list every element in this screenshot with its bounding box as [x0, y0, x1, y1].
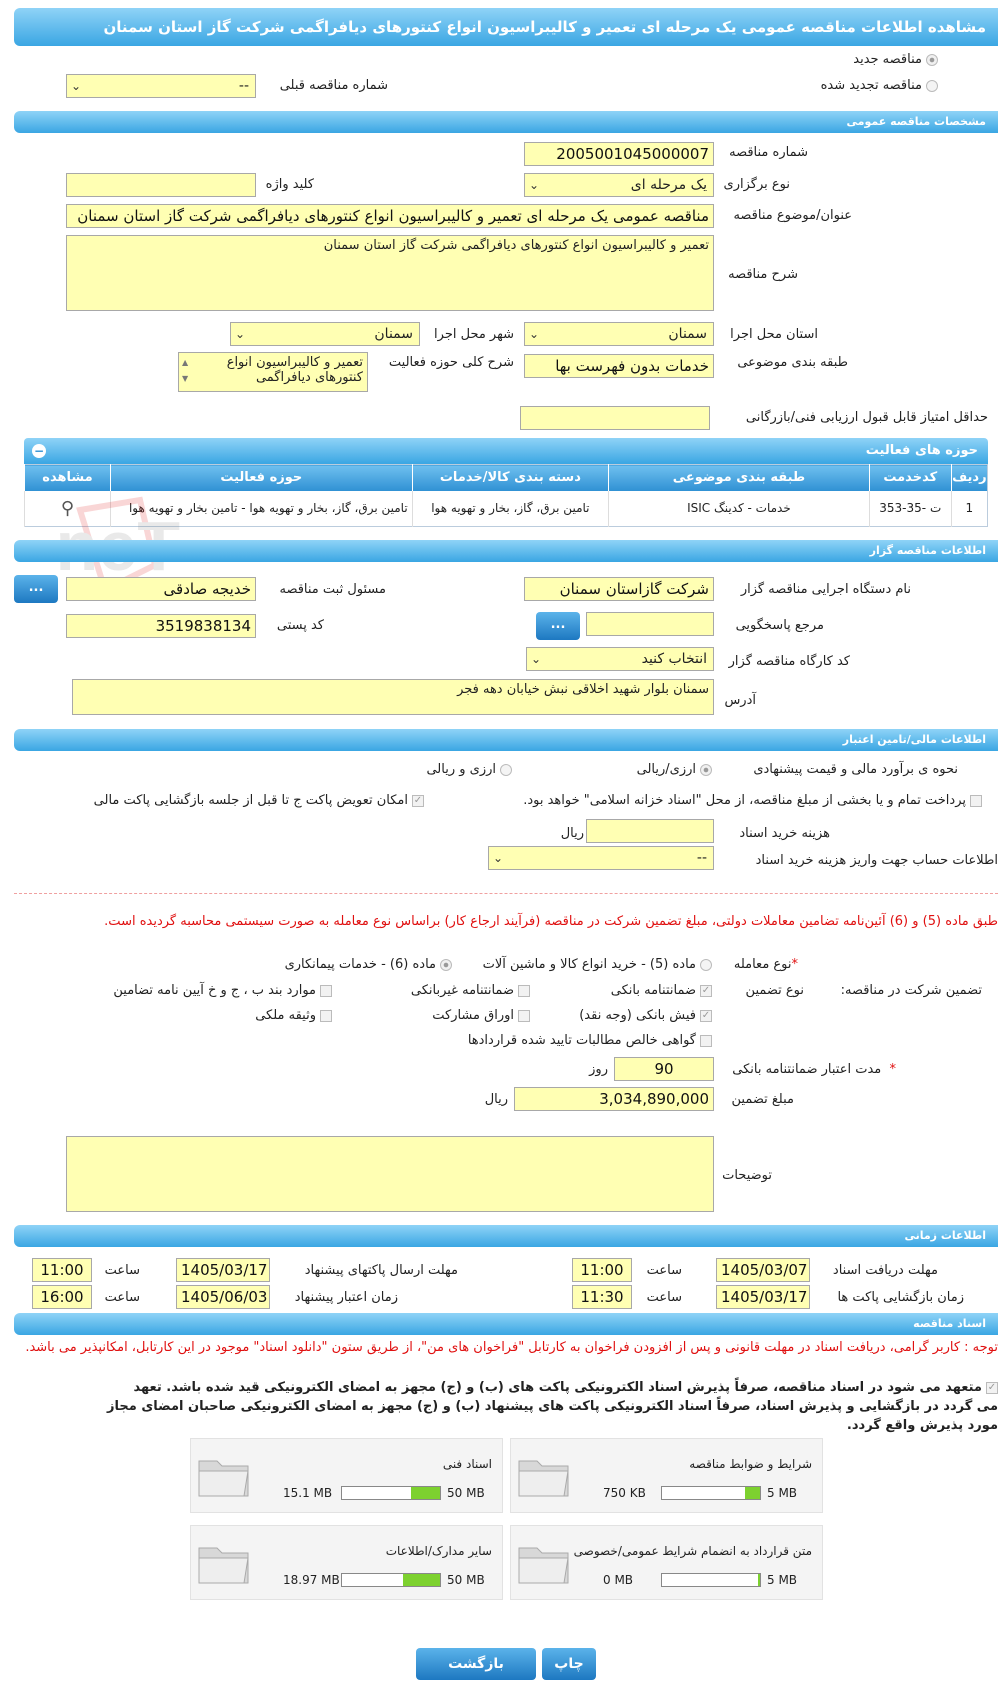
doc-card-contract[interactable] [510, 1525, 823, 1600]
activities-header [24, 438, 988, 464]
progress-bar [341, 1573, 441, 1587]
validity-label [732, 1062, 896, 1077]
g1-label: ضمانتنامه بانکی [610, 983, 696, 998]
workshop-label: کد کارگاه مناقصه گزار [728, 654, 850, 669]
validity-unit: روز [589, 1062, 608, 1077]
subject-label: عنوان/موضوع مناقصه [733, 208, 852, 223]
subject-field[interactable]: مناقصه عمومی یک مرحله ای تعمیر و کالیبراسیون انواع کنتورهای دیافراگمی شرکت گاز استان سمنان [66, 204, 714, 228]
type-select[interactable] [524, 173, 714, 197]
amount-unit: ریال [484, 1092, 508, 1107]
cell-row: 1 [951, 491, 987, 527]
postal-label: کد پستی [276, 618, 324, 633]
city-select[interactable] [230, 322, 420, 346]
radio-icon [500, 764, 512, 776]
progress-fill [745, 1487, 760, 1499]
timing-section-header: اطلاعات زمانی [14, 1225, 998, 1247]
method-opt1-label: ارزی/ریالی [636, 762, 696, 777]
method-opt2-label: ارزی و ریالی [426, 762, 496, 777]
doc-card-title: متن قرارداد به انضمام شرایط عمومی/خصوصی [573, 1544, 812, 1558]
chevron-down-icon: ⌄ [529, 327, 540, 341]
g5-checkbox[interactable] [432, 1008, 530, 1023]
checkbox-icon [320, 1010, 332, 1022]
time-label: ساعت [104, 1290, 140, 1305]
commit-line-2: می گردد در بازگشایی و پذیرش اسناد، صرفاً اسناد الکترونیکی پاکت های پیشنهاد (ب) و (ج) مجهز به امضای الکترونیکی صاحبان امضای مجاز [107, 1399, 998, 1414]
max-size: 5 MB [767, 1486, 798, 1500]
cell-goods: تامین برق، گاز، بخار و تهویه هوا [412, 491, 608, 527]
province-select[interactable] [524, 322, 714, 346]
commit-line-1 [0, 1378, 998, 1397]
workshop-value: انتخاب کنید [641, 651, 707, 667]
kind-label: نوع تضمین [745, 983, 804, 998]
page-title: مشاهده اطلاعات مناقصه عمومی یک مرحله ای تعمیر و کالیبراسیون انواع کنتورهای دیافراگمی شرکت گاز استان سمنان [14, 8, 998, 46]
city-label: شهر محل اجرا [434, 327, 514, 342]
activity-desc-value: تعمیر و کالیبراسیون انواع کنتورهای دیافراگمی [226, 355, 363, 385]
new-tender-label: مناقصه جدید [853, 52, 922, 67]
city-value: سمنان [374, 326, 413, 342]
collapse-icon[interactable]: − [33, 444, 45, 458]
g4-label: فیش بانکی (وجه نقد) [579, 1008, 696, 1023]
province-label: استان محل اجرا [730, 327, 818, 342]
prev-number-select[interactable] [66, 74, 256, 98]
checkbox-icon [518, 985, 530, 997]
guarantee-notice: طبق ماده (5) و (6) آئین‌نامه تضامین معاملات دولتی، مبلغ تضمین شرکت در مناقصه (فرآیند ارجاع کار) براساس نوع معامله به صورت سیستمی محاسبه گردیده است. [104, 914, 998, 929]
ref-field[interactable] [586, 612, 714, 636]
amount-field[interactable]: 3,034,890,000 [514, 1087, 714, 1111]
commit-checkbox[interactable] [0, 1378, 998, 1435]
category-field[interactable]: خدمات بدون فهرست بها [524, 354, 714, 378]
documents-section-header: اسناد مناقصه [14, 1313, 998, 1335]
send-deadline-label: مهلت ارسال پاکتهای پیشنهاد [304, 1263, 458, 1278]
g5-label: اوراق مشارکت [432, 1008, 514, 1023]
cell-category: خدمات - کدینگ ISIC [609, 491, 870, 527]
org-label: نام دستگاه اجرایی مناقصه گزار [740, 582, 911, 597]
chevron-down-icon: ⌄ [493, 851, 504, 865]
chevron-down-icon: ⌄ [235, 327, 246, 341]
g7-checkbox[interactable] [468, 1033, 712, 1048]
validity-text: مدت اعتبار ضمانتنامه بانکی [732, 1062, 882, 1077]
doc-deadline-time[interactable]: 11:00 [572, 1258, 632, 1282]
col-category: طبقه بندی موضوعی [609, 465, 870, 491]
g1-checkbox[interactable] [611, 983, 712, 998]
number-label: شماره مناقصه [729, 145, 808, 160]
type-value: یک مرحله ای [630, 177, 707, 193]
back-button[interactable]: بازگشت [416, 1648, 536, 1680]
renewed-tender-radio[interactable] [821, 78, 938, 93]
checkbox-icon [970, 795, 982, 807]
g7-label: گواهی خالص مطالبات تایید شده قراردادها [467, 1033, 696, 1048]
deal-type-text: نوع معامله [733, 957, 792, 972]
doc-card-title: اسناد فنی [442, 1457, 492, 1471]
radio-icon [926, 54, 938, 66]
max-size: 50 MB [447, 1486, 485, 1500]
progress-fill [758, 1574, 760, 1586]
new-tender-radio[interactable] [853, 52, 938, 67]
folder-icon [517, 1540, 571, 1586]
registrar-more-button[interactable]: ... [14, 575, 58, 603]
address-label: آدرس [724, 693, 756, 708]
time-label: ساعت [646, 1263, 682, 1278]
doc-deadline-date[interactable]: 1405/03/07 [716, 1258, 810, 1282]
g2-label: ضمانتنامه غیربانکی [410, 983, 514, 998]
doc-card-conditions[interactable] [510, 1438, 823, 1513]
ref-label: مرجع پاسخگویی [735, 618, 824, 633]
folder-icon [197, 1540, 251, 1586]
doc-cost-label: هزینه خرید اسناد [739, 826, 830, 841]
required-mark: * [889, 1062, 896, 1077]
min-score-label: حداقل امتیاز قابل قبول ارزیابی فنی/بازرگانی [745, 410, 988, 425]
validity-time-label: زمان اعتبار پیشنهاد [294, 1290, 398, 1305]
cell-field: تامین برق، گاز، بخار و تهویه هوا - تامین بخار و تهویه هوا [110, 491, 412, 527]
validity-time[interactable]: 16:00 [32, 1285, 92, 1309]
progress-fill [403, 1574, 440, 1586]
send-deadline-date[interactable]: 1405/03/17 [176, 1258, 270, 1282]
time-label: ساعت [104, 1263, 140, 1278]
validity-date[interactable]: 1405/06/03 [176, 1285, 270, 1309]
notes-field[interactable] [66, 1136, 714, 1212]
chevron-down-icon: ⌄ [531, 652, 542, 666]
divider [14, 893, 998, 894]
address-field[interactable]: سمنان بلوار شهید اخلاقی نبش خیابان دهه فجر [72, 679, 714, 715]
activity-desc-field[interactable] [178, 352, 368, 392]
method-label: نحوه ی برآورد مالی و قیمت پیشنهادی [753, 762, 958, 777]
method-opt2-radio[interactable] [426, 762, 512, 777]
organizer-section-header: اطلاعات مناقصه گزار [14, 540, 998, 562]
open-date[interactable]: 1405/03/17 [716, 1285, 810, 1309]
org-field[interactable]: شرکت گازاستان سمنان [524, 577, 714, 601]
radio-icon [926, 80, 938, 92]
checkbox-icon [518, 1010, 530, 1022]
progress-bar [341, 1486, 441, 1500]
renewed-tender-label: مناقصه تجدید شده [820, 78, 922, 93]
required-mark: * [791, 957, 798, 972]
treasury-label: پرداخت تمام و یا بخشی از مبلغ مناقصه، از محل "اسناد خزانه اسلامی" خواهد بود. [523, 793, 966, 808]
progress-bar [661, 1573, 761, 1587]
documents-notice: توجه : کاربر گرامی، دریافت اسناد در مهلت قانونی و پس از افزودن فراخوان به کارتابل "فراخوان های من"، از طریق ستون "دانلود اسناد" موجود در این کارتابل، امکانپذیر می باشد. [25, 1340, 998, 1355]
doc-card-technical[interactable] [190, 1438, 503, 1513]
validity-field[interactable]: 90 [614, 1057, 714, 1081]
deal-opt1-radio[interactable] [483, 957, 712, 972]
radio-icon [700, 959, 712, 971]
progress-fill [411, 1487, 440, 1499]
col-code: کدخدمت [869, 465, 951, 491]
checkbox-icon [700, 1035, 712, 1047]
used-size: 18.97 MB [283, 1573, 340, 1587]
table-header-row [25, 465, 988, 491]
commit-line-3: مورد پذیرش واقع گردد. [846, 1418, 998, 1433]
open-label: زمان بازگشایی پاکت ها [837, 1290, 964, 1305]
time-label: ساعت [646, 1290, 682, 1305]
folder-icon [517, 1453, 571, 1499]
keyword-label: کلید واژه [265, 177, 314, 192]
g6-label: وثیقه ملکی [255, 1008, 316, 1023]
general-section-header: مشخصات مناقصه عمومی [14, 111, 998, 133]
min-score-field[interactable] [520, 406, 710, 430]
used-size: 0 MB [603, 1573, 634, 1587]
desc-field[interactable]: تعمیر و کالیبراسیون انواع کنتورهای دیافراگمی شرکت گاز استان سمنان [66, 235, 714, 311]
prev-number-value: -- [238, 78, 249, 94]
send-deadline-time[interactable]: 11:00 [32, 1258, 92, 1282]
deal-opt2-radio[interactable] [285, 957, 452, 972]
g3-label: موارد بند ب ، ج و خ آیین نامه تضامین [113, 983, 316, 998]
doc-card-title: سایر مدارک/اطلاعات [385, 1544, 492, 1558]
doc-cost-field[interactable] [586, 819, 714, 843]
col-goods: دسته بندی کالا/خدمات [412, 465, 608, 491]
used-size: 750 KB [603, 1486, 646, 1500]
ref-more-button[interactable]: ... [536, 612, 580, 640]
scroll-arrows-icon[interactable]: ▲ ▼ [182, 358, 189, 383]
prev-number-label: شماره مناقصه قبلی [279, 78, 388, 93]
deal-type-label [734, 957, 798, 972]
deal-opt2-label: ماده (6) - خدمات پیمانکاری [284, 957, 436, 972]
deal-opt1-label: ماده (5) - خرید انواع کالا و ماشین آلات [482, 957, 696, 972]
account-select[interactable] [488, 846, 714, 870]
progress-bar [661, 1486, 761, 1500]
swap-checkbox[interactable] [94, 793, 424, 808]
amount-label: مبلغ تضمین [731, 1092, 794, 1107]
activities-title: حوزه های فعالیت [865, 443, 978, 458]
max-size: 5 MB [767, 1573, 798, 1587]
folder-icon [197, 1453, 251, 1499]
print-button[interactable]: چاپ [542, 1648, 596, 1680]
treasury-checkbox[interactable] [523, 793, 982, 808]
col-row: ردیف [951, 465, 987, 491]
doc-card-other[interactable] [190, 1525, 503, 1600]
checkbox-icon: ✓ [987, 1381, 997, 1393]
radio-icon [700, 764, 712, 776]
postal-field[interactable]: 3519838134 [66, 614, 256, 638]
checkbox-icon: ✓ [701, 1009, 711, 1021]
magnifier-icon[interactable]: ⚲ [60, 497, 75, 519]
checkbox-icon: ✓ [413, 794, 423, 806]
max-size: 50 MB [447, 1573, 485, 1587]
activity-desc-label: شرح کلی حوزه فعالیت [388, 355, 514, 370]
account-label: اطلاعات حساب جهت واریز هزینه خرید اسناد [755, 853, 998, 868]
swap-label: امکان تعویض پاکت ج تا قبل از جلسه بازگشایی پاکت مالی [93, 793, 408, 808]
chevron-down-icon: ⌄ [529, 178, 540, 192]
type-label: نوع برگزاری [723, 177, 790, 192]
col-field: حوزه فعالیت [110, 465, 412, 491]
method-opt1-radio[interactable] [637, 762, 712, 777]
used-size: 15.1 MB [283, 1486, 333, 1500]
workshop-select[interactable] [526, 647, 714, 671]
account-value: -- [696, 850, 707, 866]
keyword-field[interactable] [66, 173, 256, 197]
participation-label: تضمین شرکت در مناقصه: [840, 983, 982, 998]
g6-checkbox[interactable] [255, 1008, 332, 1023]
commit-text-1: متعهد می شود در اسناد مناقصه، صرفاً پذیرش اسناد الکترونیکی پاکت های (ب) و (ج) مجهز به امضای الکترونیکی قید شده باشد. تعهد [133, 1380, 982, 1395]
registrar-label: مسئول ثبت مناقصه [279, 582, 386, 597]
cell-code: ت -35-353 [869, 491, 951, 527]
g2-checkbox[interactable] [411, 983, 530, 998]
checkbox-icon [320, 985, 332, 997]
doc-deadline-label: مهلت دریافت اسناد [832, 1263, 938, 1278]
notes-label: توضیحات [722, 1168, 772, 1183]
category-label: طبقه بندی موضوعی [737, 355, 848, 370]
finance-section-header: اطلاعات مالی/تامین اعتبار [14, 729, 998, 751]
col-view: مشاهده [25, 465, 111, 491]
doc-cost-unit: ریال [560, 826, 584, 841]
desc-label: شرح مناقصه [728, 267, 798, 282]
doc-card-title: شرایط و ضوابط مناقصه [689, 1457, 812, 1471]
number-field[interactable]: 2005001045000007 [524, 142, 714, 166]
g4-checkbox[interactable] [579, 1008, 712, 1023]
radio-icon [440, 959, 452, 971]
open-time[interactable]: 11:30 [572, 1285, 632, 1309]
registrar-field[interactable]: خدیجه صادقی [66, 577, 256, 601]
province-value: سمنان [668, 326, 707, 342]
g3-checkbox[interactable] [113, 983, 332, 998]
chevron-down-icon: ⌄ [71, 79, 82, 93]
checkbox-icon: ✓ [701, 984, 711, 996]
